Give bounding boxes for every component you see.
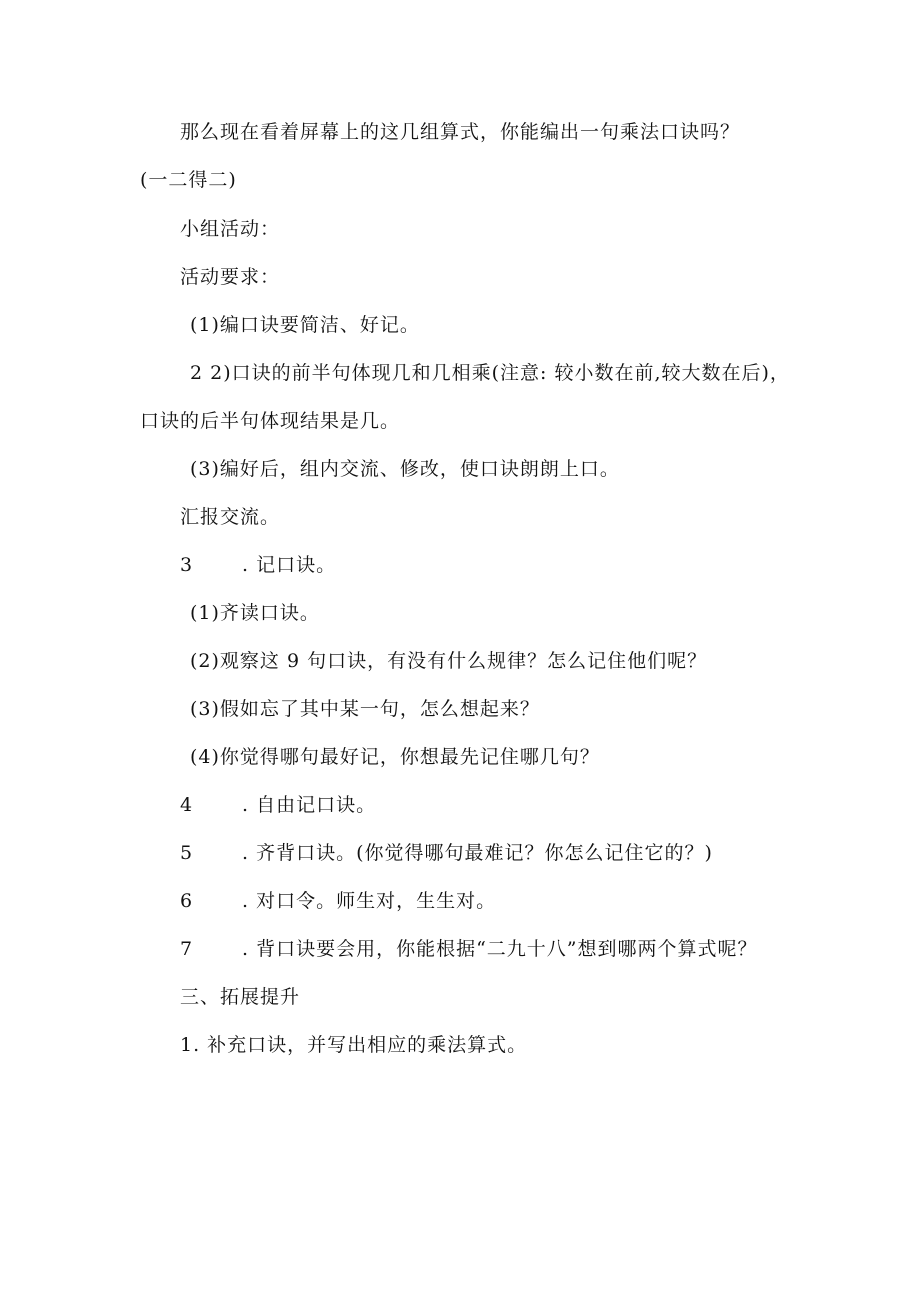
memorize-item-2: (2)观察这 9 句口诀，有没有什么规律？怎么记住他们呢？ bbox=[190, 650, 708, 672]
numbered-step-3 bbox=[180, 553, 336, 577]
numbered-step-7 bbox=[180, 937, 758, 961]
requirement-item-3: (3)编好后，组内交流、修改，使口诀朗朗上口。 bbox=[190, 458, 620, 480]
numbered-step-6 bbox=[180, 889, 496, 913]
step-number: 3 bbox=[180, 554, 194, 576]
requirement-item-2: 2 2)口诀的前半句体现几和几相乘(注意: 较小数在前,较大数在后)， bbox=[190, 362, 790, 384]
step-text: . 记口诀。 bbox=[242, 554, 337, 576]
step-number: 4 bbox=[180, 794, 194, 816]
step-text: . 背口诀要会用，你能根据“二九十八”想到哪两个算式呢？ bbox=[242, 938, 758, 960]
numbered-step-5 bbox=[180, 841, 713, 865]
step-text: . 对口令。师生对，生生对。 bbox=[242, 890, 497, 912]
heading-group-activity: 小组活动： bbox=[180, 218, 281, 240]
step-number: 6 bbox=[180, 890, 194, 912]
extension-item-1: 1. 补充口诀，并写出相应的乘法算式。 bbox=[180, 1034, 528, 1056]
requirement-item-1: (1)编口诀要简洁、好记。 bbox=[190, 314, 420, 336]
step-number: 7 bbox=[180, 938, 194, 960]
section-heading-extension: 三、拓展提升 bbox=[180, 986, 301, 1008]
memorize-item-1: (1)齐读口诀。 bbox=[190, 602, 320, 624]
memorize-item-4: (4)你觉得哪句最好记，你想最先记住哪几句？ bbox=[190, 746, 600, 768]
step-number: 5 bbox=[180, 842, 194, 864]
paragraph-report-exchange: 汇报交流。 bbox=[180, 506, 281, 528]
memorize-item-3: (3)假如忘了其中某一句，怎么想起来？ bbox=[190, 698, 540, 720]
paragraph-intro-question: 那么现在看着屏幕上的这几组算式，你能编出一句乘法口诀吗？ bbox=[180, 121, 741, 143]
step-text: . 齐背口诀。(你觉得哪句最难记？你怎么记住它的？) bbox=[242, 842, 713, 864]
numbered-step-4 bbox=[180, 793, 376, 817]
requirement-item-2-continued: 口诀的后半句体现结果是几。 bbox=[140, 410, 401, 432]
paragraph-example-answer: (一二得二) bbox=[140, 169, 237, 191]
step-text: . 自由记口诀。 bbox=[242, 794, 377, 816]
heading-activity-requirements: 活动要求： bbox=[180, 266, 281, 288]
